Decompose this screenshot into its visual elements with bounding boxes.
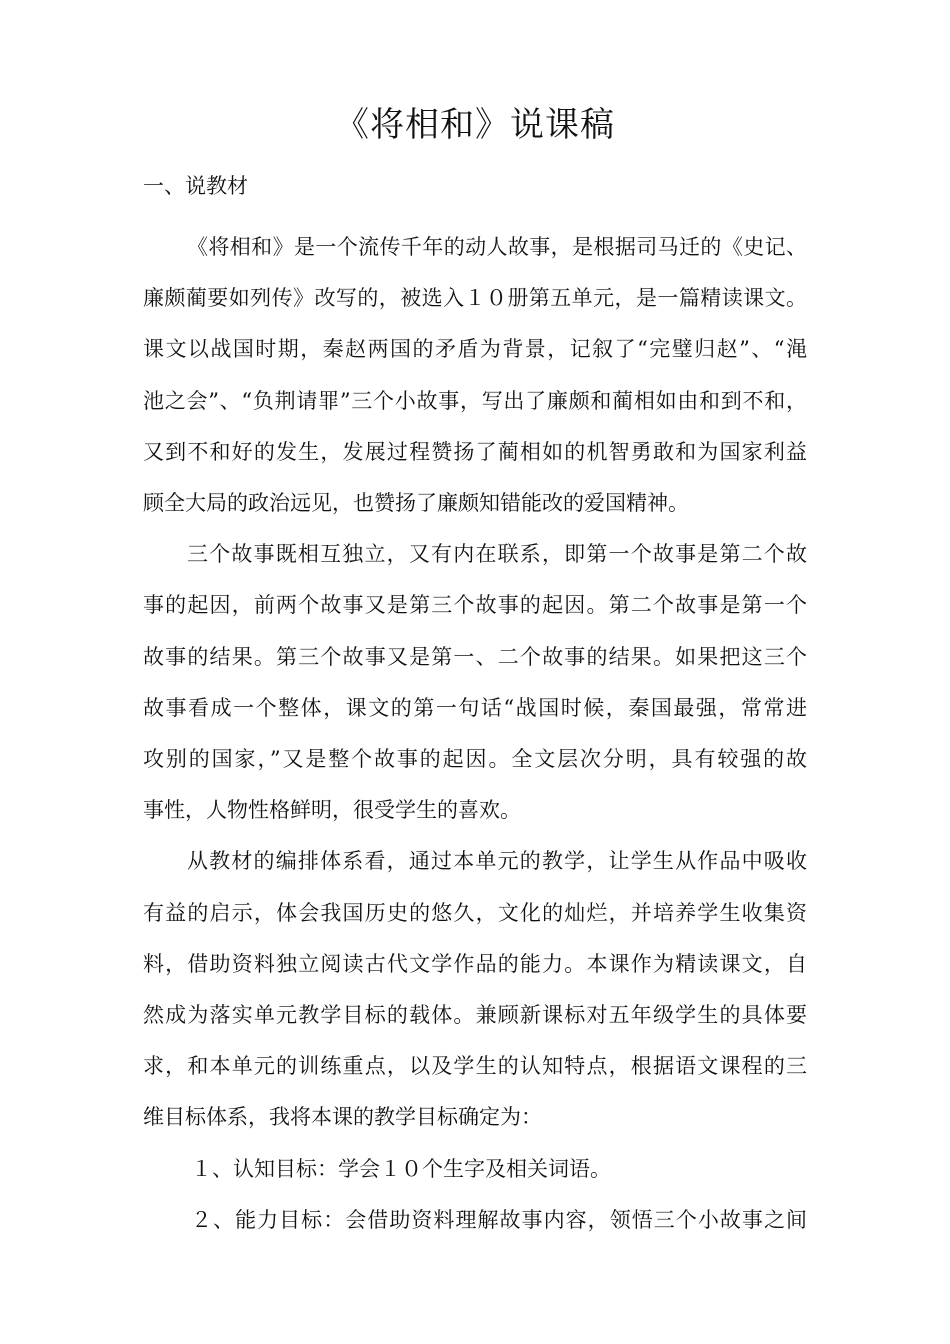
- text-line: 廉颇蔺要如列传》改写的，被选入１０册第五单元，是一篇精读课文。: [143, 286, 807, 311]
- text-line: 《将相和》是一个流传千年的动人故事，是根据司马迁的《史记、: [187, 235, 807, 259]
- paragraph-3: [143, 836, 807, 1143]
- section-heading: 一、说教材: [143, 174, 248, 198]
- text-line: 维目标体系，我将本课的教学目标确定为：: [143, 1105, 542, 1130]
- document-title: 《将相和》说课稿: [335, 105, 615, 145]
- text-line: 三个故事既相互独立，又有内在联系，即第一个故事是第二个故: [187, 542, 807, 567]
- text-line: 求，和本单元的训练重点，以及学生的认知特点，根据语文课程的三: [143, 1054, 807, 1079]
- text-line: 事性，人物性格鲜明，很受学生的喜欢。: [143, 798, 521, 823]
- text-line: 有益的启示，体会我国历史的悠久，文化的灿烂，并培养学生收集资: [143, 900, 807, 925]
- paragraph-2: [143, 529, 807, 836]
- text-line: 池之会”、“负荆请罪”三个小故事，写出了廉颇和蔺相如由和到不和，: [143, 388, 807, 413]
- goals-list: [143, 1144, 807, 1246]
- text-line: 攻别的国家，”又是整个故事的起因。全文层次分明，具有较强的故: [143, 747, 807, 772]
- text-line: 顾全大局的政治远见，也赞扬了廉颇知错能改的爱国精神。: [143, 491, 689, 516]
- goal-item-cognitive: １、认知目标：学会１０个生字及相关词语。: [191, 1156, 611, 1181]
- paragraph-1: [143, 222, 807, 529]
- text-line: 故事看成一个整体，课文的第一句话“战国时候，秦国最强，常常进: [143, 695, 807, 720]
- body-text: [143, 222, 807, 1246]
- text-line: 料，借助资料独立阅读古代文学作品的能力。本课作为精读课文，自: [143, 951, 807, 976]
- text-line: 事的起因，前两个故事又是第三个故事的起因。第二个故事是第一个: [143, 593, 807, 618]
- text-line: 从教材的编排体系看，通过本单元的教学，让学生从作品中吸收: [187, 849, 807, 874]
- text-line: 故事的结果。第三个故事又是第一、二个故事的结果。如果把这三个: [143, 644, 807, 669]
- goal-item-ability: ２、能力目标：会借助资料理解故事内容，领悟三个小故事之间: [191, 1207, 807, 1232]
- text-line: 课文以战国时期，秦赵两国的矛盾为背景，记叙了“完璧归赵”、“渑: [143, 337, 807, 362]
- text-line: 然成为落实单元教学目标的载体。兼顾新课标对五年级学生的具体要: [143, 1003, 807, 1028]
- text-line: 又到不和好的发生，发展过程赞扬了蔺相如的机智勇敢和为国家利益: [143, 439, 807, 464]
